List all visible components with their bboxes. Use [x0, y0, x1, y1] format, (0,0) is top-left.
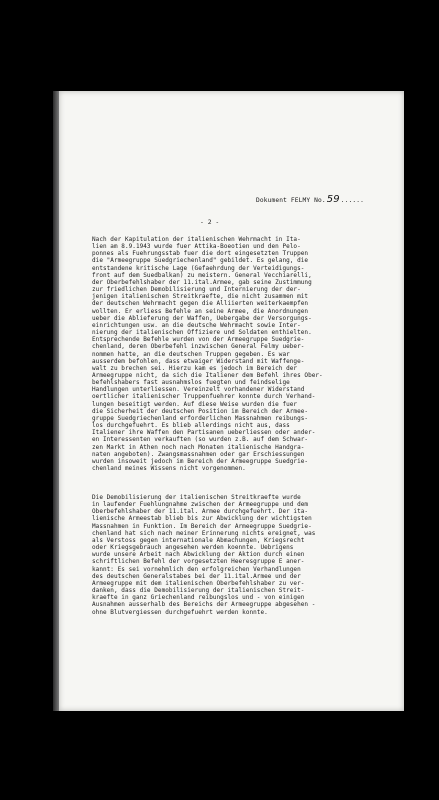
text-line: befehlshabers fast ausnahmslos fuegten und feindselige — [92, 379, 290, 387]
text-line: wurde unsere Arbeit nach Abwicklung der Aktion durch einen — [92, 551, 305, 559]
text-line: Oberbefehlshaber der 11.ital. Armee durchgefuehrt. Der ita- — [92, 508, 309, 516]
document-number: 59 — [326, 194, 340, 205]
text-line: gruppe Suedgriechenland erforderlichen Massnahmen reibungs- — [92, 414, 309, 422]
text-line: en Interessenten verkauften (so wurden z.B. auf dem Schwar- — [92, 436, 309, 444]
text-line: oder Kriegsgebrauch angesehen werden koennte. Uebrigens — [92, 544, 294, 552]
text-line: chenland hat sich nach meiner Erinnerung nichts ereignet, was — [92, 529, 316, 537]
text-line: wurden insoweit jedoch im Bereich der Armeegruppe Suedgrie- — [92, 457, 309, 465]
text-line: ueber die Ablieferung der Waffen, Uebergabe der Versorgungs- — [92, 314, 312, 322]
text-line: zen Markt in Athen noch nach Monaten italienische Handgra- — [92, 443, 305, 451]
text-line: Italiener ihre Waffen den Partisanen ueberliessen oder ander- — [92, 429, 316, 437]
page-number: - 2 - — [200, 218, 220, 226]
text-line: Armeegruppe nicht, da sich die Italiener dem Befehl ihres Ober- — [92, 371, 323, 379]
text-line: danken, dass die Demobilisierung der italienischen Streit- — [92, 587, 305, 595]
text-line: front auf dem Suedbalkan) zu meistern. General Vecchiarelli, — [92, 271, 312, 279]
document-header — [256, 194, 364, 205]
paragraph-2 — [92, 494, 384, 616]
text-line: als Verstoss gegen internationale Abmachungen, Kriegsrecht — [92, 536, 305, 544]
text-line: die "Armeegruppe Suedgriechenland" gebildet. Es gelang, die — [92, 257, 309, 265]
text-line: lien am 8.9.1943 wurde fuer Attika-Boeotien und den Pelo- — [92, 243, 301, 251]
text-line: der deutschen Wehrmacht gegen die Alliierten weiterkaempfen — [92, 300, 309, 308]
text-line: einrichtungen usw. an die deutsche Wehrmacht sowie Inter- — [92, 321, 301, 329]
text-line: lienische Armeestab blieb bis zur Abwicklung der wichtigsten — [92, 515, 312, 523]
text-line: des deutschen Generalstabes bei der 11.ital.Armee und der — [92, 572, 301, 580]
document-number-dots: ...... — [340, 197, 365, 204]
text-line: ohne Blutvergiessen durchgefuehrt werden konnte. — [92, 608, 268, 616]
text-line: Handlungen unterliessen. Vereinzelt vorhandener Widerstand — [92, 386, 305, 394]
text-line: Ausnahmen ausserhalb des Bereichs der Armeegruppe abgesehen - — [92, 601, 316, 609]
text-line: oertlicher italienischer Truppenfuehrer konnte durch Verhand- — [92, 393, 316, 401]
text-line: chenland meines Wissens nicht vorgenommen. — [92, 465, 246, 472]
text-line: walt zu brechen sei. Hierzu kam es jedoch im Bereich der — [92, 364, 298, 372]
text-line: Entsprechende Befehle wurden von der Armeegruppe Suedgrie- — [92, 336, 305, 344]
text-line: kraefte in ganz Griechenland reibungslos und - von einigen — [92, 594, 305, 602]
text-line: naten angeboten). Zwangsmassnahmen oder gar Erschiessungen — [92, 450, 305, 458]
text-line: der Oberbefehlshaber der 11.ital.Armee, gab seine Zustimmung — [92, 278, 312, 286]
text-line: nierung der italienischen Offiziere und Soldaten enthielten. — [92, 329, 312, 337]
document-label: Dokument FELMY No. — [256, 197, 326, 204]
text-line: lungen beseitigt werden. Auf diese Weise wurden die fuer — [92, 400, 298, 408]
text-line: los durchgefuehrt. Es blieb allerdings nicht aus, dass — [92, 422, 290, 430]
text-line: schriftlichen Befehl der vorgesetzten Heeresgruppe E aner- — [92, 558, 305, 566]
text-line: ponnes als Fuehrungsstab fuer die dort eingesetzten Truppen — [92, 250, 309, 258]
text-line: Die Demobilisierung der italienischen Streitkraefte wurde — [92, 494, 301, 501]
paragraph-1 — [92, 236, 384, 472]
text-line: chenland, deren Oberbefehl inzwischen General Felmy ueber- — [92, 343, 305, 351]
text-line: Armeegruppe mit dem italienischen Oberbefehlshaber zu ver- — [92, 579, 305, 587]
text-line: nommen hatte, an die deutschen Truppen gegeben. Es war — [92, 350, 290, 358]
text-line: in laufender Fuehlungnahme zwischen der Armeegruppe und dem — [92, 501, 309, 509]
text-line: wollten. Er erliess Befehle an seine Armee, die Anordnungen — [92, 307, 309, 315]
text-line: jenigen italienischen Streitkraefte, die nicht zusammen mit — [92, 293, 309, 301]
text-line: kannt: Es sei vornehmlich den erfolgreichen Verhandlungen — [92, 565, 301, 573]
text-line: entstandene kritische Lage (Gefaehrdung der Verteidigungs- — [92, 264, 305, 272]
text-line: die Sicherheit der deutschen Position im Bereich der Armee- — [92, 407, 309, 415]
text-line: zur friedlichen Demobilisierung und Internierung der der- — [92, 286, 301, 294]
text-line: ausserdem befohlen, dass etwaiger Widerstand mit Waffenge- — [92, 357, 305, 365]
text-line: Massnahmen in Funktion. Im Bereich der Armeegruppe Suedgrie- — [92, 522, 312, 530]
text-line: Nach der Kapitulation der italienischen Wehrmacht in Ita- — [92, 236, 301, 243]
